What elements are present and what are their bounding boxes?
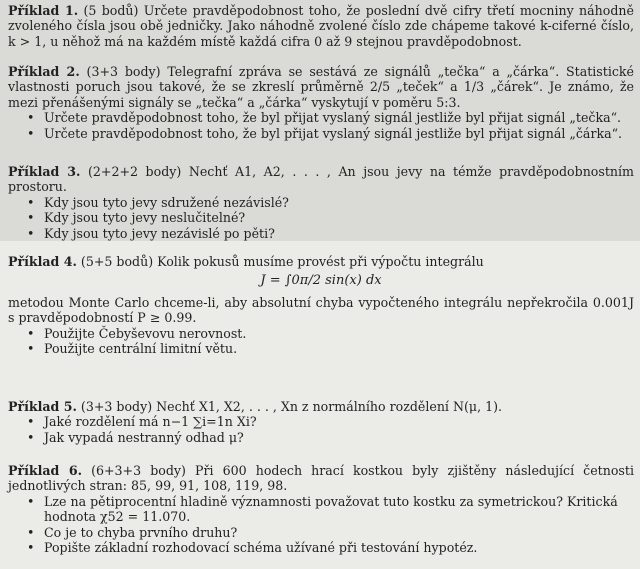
problem-2	[8, 64, 634, 141]
list-item: • Kdy jsou tyto jevy neslučitelné?	[44, 210, 634, 225]
problem-4	[8, 254, 634, 356]
list-item: • Použijte Čebyševovu nerovnost.	[44, 326, 634, 341]
list-item: • Lze na pětiprocentní hladině významnosti považovat tuto kostku za symetrickou? Kritická hodnota χ52 = 11.070.	[44, 494, 634, 525]
list-item: • Kdy jsou tyto jevy sdružené nezávislé?	[44, 195, 634, 210]
problem-5-label: Příklad 5.	[8, 399, 77, 414]
list-item: • Kdy jsou tyto jevy nezávislé po pěti?	[44, 226, 634, 241]
list-item: • Popište základní rozhodovací schéma užívané při testování hypotéz.	[44, 540, 634, 555]
problem-3	[8, 164, 634, 241]
list-item: • Určete pravděpodobnost toho, že byl přijat vyslaný signál jestliže byl přijat signál „čárka“.	[44, 126, 634, 141]
problem-5-list	[8, 414, 634, 445]
problem-4-text: Příklad 4. (5+5 bodů) Kolik pokusů musíme provést při výpočtu integrálu	[8, 254, 484, 269]
problem-4-text-continued: metodou Monte Carlo chceme-li, aby absolutní chyba vypočteného integrálu nepřekročila 0.001J s pravděpodobností P ≥ 0.99.	[8, 294, 634, 326]
problem-3-label: Příklad 3.	[8, 164, 81, 179]
problem-4-label: Příklad 4.	[8, 254, 77, 269]
integral-equation: J = ∫0π/2 sin(x) dx	[260, 273, 382, 289]
problem-6	[8, 463, 634, 555]
list-item: • Co je to chyba prvního druhu?	[44, 525, 634, 540]
problem-6-label: Příklad 6.	[8, 463, 82, 478]
problem-4-list	[8, 326, 634, 357]
list-item: • Jak vypadá nestranný odhad μ?	[44, 430, 634, 445]
problem-1	[8, 3, 634, 49]
problem-2-text: Příklad 2. (3+3 body) Telegrafní zpráva se sestává ze signálů „tečka“ a „čárka“. Statistické vlastnosti poruch jsou takové, že se zkreslí průměrně 2/5 „teček“ a 1/3 „čárek“. Je známo, že mezi přenášenými signály se „tečka“ a „čárka“ vyskytují v poměru 5:3.	[8, 64, 634, 110]
problem-1-label: Příklad 1.	[8, 3, 79, 18]
problem-3-list	[8, 195, 634, 241]
problem-3-text: Příklad 3. (2+2+2 body) Nechť A1, A2, . . . , An jsou jevy na témže pravděpodobnostním prostoru.	[8, 164, 634, 195]
list-item: • Určete pravděpodobnost toho, že byl přijat vyslaný signál jestliže byl přijat signál „tečka“.	[44, 110, 634, 125]
problem-5-text: Příklad 5. (3+3 body) Nechť X1, X2, . . . , Xn z normálního rozdělení N(μ, 1).	[8, 399, 503, 414]
problem-2-list	[8, 110, 634, 141]
list-item: • Jaké rozdělení má n−1 ∑i=1n Xi?	[44, 414, 634, 429]
problem-2-label: Příklad 2.	[8, 64, 80, 79]
problem-5	[8, 399, 634, 445]
list-item: • Použijte centrální limitní větu.	[44, 341, 634, 356]
problem-6-text: Příklad 6. (6+3+3 body) Při 600 hodech hrací kostkou byly zjištěny následující četnosti jednotlivých stran: 85, 99, 91, 108, 119, 98.	[8, 463, 634, 494]
problem-6-list	[8, 494, 634, 556]
problem-1-text: Příklad 1. (5 bodů) Určete pravděpodobnost toho, že poslední dvě cifry třetí mocniny náhodně zvoleného čísla jsou obě jedničky. Jako náhodně zvolené číslo zde chápeme takové k-ciferné číslo, k > 1, u něhož má na každém místě každá cifra 0 až 9 stejnou pravděpodobnost.	[8, 3, 634, 49]
